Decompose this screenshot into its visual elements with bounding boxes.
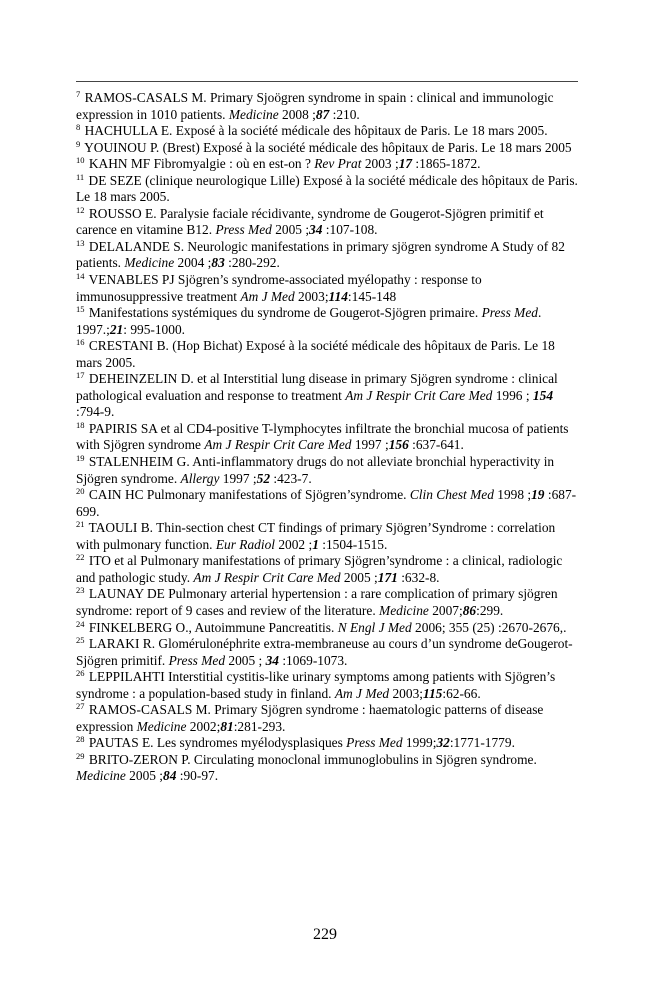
journal-name: Eur Radiol [215,536,275,552]
footnote-24 [76,620,578,637]
citation-text: 2003; [294,288,329,304]
footnote-9 [76,140,578,157]
journal-name: Clin Chest Med [409,487,494,503]
citation-text: 2005 ; [225,652,266,668]
citation-text: STALENHEIM G. Anti-inflammatory drugs do not alleviate bronchial hyperactivity in Sjögren syndrome. [76,454,555,486]
footnote-12 [76,206,578,239]
footnote-7 [76,90,578,123]
journal-name: Press Med [481,305,538,321]
journal-name: Medicine [76,768,126,784]
volume-number: 154 [532,387,554,403]
footnote-26 [76,669,578,702]
volume-number: 34 [309,222,323,238]
citation-text: LEPPILAHTI Interstitial cystitis-like urinary symptoms among patients with Sjögren’s syndrome : a population-based study in finland. [76,669,556,701]
volume-number: 87 [315,106,330,122]
footnote-18 [76,421,578,454]
footnote-number: 27 [76,701,85,712]
journal-name: Medicine [124,255,175,271]
journal-name: Am J Med [240,288,295,304]
citation-text: :210. [329,106,360,122]
citation-text: :632-8. [397,569,440,585]
footnote-number: 20 [76,486,85,497]
citation-text: 1999; [402,735,437,751]
footnote-number: 17 [76,370,85,381]
footnotes-list [76,90,578,785]
footnote-13 [76,239,578,272]
citation-text: :1771-1779. [449,735,515,751]
footnote-27 [76,702,578,735]
citation-text: CAIN HC Pulmonary manifestations of Sjögren’syndrome. [88,487,410,503]
footnote-29 [76,752,578,785]
citation-text: :281-293. [233,718,286,734]
citation-text: 2007; [428,602,463,618]
footnote-number: 24 [76,618,85,629]
footnote-number: 14 [76,271,85,282]
volume-number: 19 [531,487,545,503]
citation-text: RAMOS-CASALS M. Primary Sjögren syndrome : haematologic patterns of disease expression [76,702,544,734]
volume-number: 84 [163,768,177,784]
footnote-number: 19 [76,453,85,464]
volume-number: 17 [398,156,413,172]
journal-name: Allergy [180,470,220,486]
citation-text: Manifestations systémiques du syndrome de Gougerot-Sjögren primaire. [88,305,482,321]
citation-text: :107-108. [322,222,378,238]
footnote-number: 23 [76,585,85,596]
citation-text: 1997 ; [219,470,257,486]
footnote-19 [76,454,578,487]
volume-number: 52 [256,470,271,486]
journal-name: Rev Prat [314,156,362,172]
citation-text: :423-7. [270,470,312,486]
footnote-20 [76,487,578,520]
volume-number: 156 [388,437,409,453]
citation-text: :1069-1073. [278,652,348,668]
citation-text: LAUNAY DE Pulmonary arterial hypertension : a rare complication of primary sjögren syndrome: report of 9 cases and review of the literature. [76,586,558,618]
citation-text: 2003; [389,685,423,701]
footnote-number: 10 [76,155,85,166]
citation-text: VENABLES PJ Sjögren’s syndrome-associated myélopathy : response to immunosuppressive treatment [76,272,482,304]
footnote-15 [76,305,578,338]
volume-number: 1 [312,536,319,552]
citation-text: :1865-1872. [412,156,481,172]
citation-text: RAMOS-CASALS M. Primary Sjoögren syndrome in spain : clinical and immunologic expression in 1010 patients. [76,90,554,122]
citation-text: :299. [476,602,504,618]
footnote-number: 8 [76,122,81,133]
footnote-17 [76,371,578,421]
citation-text: ROUSSO E. Paralysie faciale récidivante, syndrome de Gougerot-Sjögren primitif et carence en vitamine B12. [76,205,544,238]
footnote-number: 18 [76,419,85,430]
footnote-8 [76,123,578,140]
footnote-number: 15 [76,304,85,315]
volume-number: 171 [377,569,398,585]
citation-text: TAOULI B. Thin-section chest CT findings of primary Sjögren’Syndrome : correlation with pulmonary function. [76,520,556,552]
footnote-number: 12 [76,204,85,215]
footnote-14 [76,272,578,305]
citation-text: :794-9. [76,404,115,420]
footnote-11 [76,173,578,206]
footnote-number: 29 [76,750,85,761]
citation-text: :62-66. [442,685,481,701]
citation-text: 2005 ; [125,768,164,784]
footnote-number: 9 [76,138,81,149]
citation-text: DEHEINZELIN D. et al Interstitial lung disease in primary Sjögren syndrome : clinical pathological evaluation and response to treatment [76,371,558,403]
footnote-number: 11 [76,171,85,182]
journal-name: Press Med [168,652,226,668]
citation-text: 2005 ; [340,569,378,585]
citation-text: 2004 ; [174,255,212,271]
footnote-21 [76,520,578,553]
footnote-number: 21 [76,519,85,530]
citation-text: BRITO-ZERON P. Circulating monoclonal immunoglobulins in Sjögren syndrome. [88,751,537,767]
journal-name: Am J Respir Crit Care Med [345,387,493,403]
citation-text: KAHN MF Fibromyalgie : où en est-on ? [88,156,315,172]
citation-text: LARAKI R. Glomérulonéphrite extra-membraneuse au cours d’un syndrome deGougerot-Sjögren primitif. [76,636,573,668]
citation-text: 2006; 355 (25) :2670-2676,. [411,619,567,635]
volume-number: 115 [423,685,443,701]
citation-text: 1997 ; [351,437,389,453]
footnote-16 [76,338,578,371]
citation-text: 2008 ; [278,106,316,122]
citation-text: CRESTANI B. (Hop Bichat) Exposé à la société médicale des hôpitaux de Paris. Le 18 mars 2005. [76,338,555,370]
citation-text: :637-641. [408,437,464,453]
citation-text: YOUINOU P. (Brest) Exposé à la société médicale des hôpitaux de Paris. Le 18 mars 2005 [84,139,572,155]
volume-number: 86 [462,602,477,618]
footnote-10 [76,156,578,173]
citation-text: :687-699. [76,487,577,519]
citation-text: 2005 ; [271,222,310,238]
journal-name: Am J Respir Crit Care Med [204,437,352,453]
footnote-separator [76,81,578,82]
journal-name: Medicine [228,106,279,122]
footnote-number: 16 [76,337,85,348]
journal-name: Am J Med [334,685,390,701]
volume-number: 21 [109,321,124,337]
footnote-28 [76,735,578,752]
citation-text: :90-97. [176,768,219,784]
citation-text: PAUTAS E. Les syndromes myélodysplasiques [88,735,347,751]
citation-text: DELALANDE S. Neurologic manifestations in primary sjögren syndrome A Study of 82 patients. [76,238,565,271]
footnote-number: 22 [76,552,85,563]
citation-text: :145-148 [347,288,397,304]
journal-name: N Engl J Med [337,619,412,635]
citation-text: 1996 ; [492,387,533,403]
journal-name: Medicine [136,718,187,734]
footnote-number: 26 [76,668,85,679]
footnote-number: 13 [76,237,85,248]
footnote-22 [76,553,578,586]
citation-text: . 1997.; [76,305,542,337]
journal-name: Press Med [346,735,403,751]
journal-name: Am J Respir Crit Care Med [193,569,341,585]
citation-text: 1998 ; [493,487,532,503]
journal-name: Medicine [379,602,429,618]
citation-text: 2002; [186,718,221,734]
footnote-number: 28 [76,734,85,745]
page-number: 229 [313,926,337,943]
footnote-23 [76,586,578,619]
journal-name: Press Med [215,222,272,238]
citation-text: 2002 ; [274,536,313,552]
volume-number: 81 [220,718,234,734]
volume-number: 114 [328,288,348,304]
footnote-number: 7 [76,89,81,99]
citation-text: 2003 ; [361,156,399,172]
citation-text: FINKELBERG O., Autoimmune Pancreatitis. [88,619,338,635]
citation-text: PAPIRIS SA et al CD4-positive T-lymphocytes infiltrate the bronchial mucosa of patients with Sjögren syndrome [76,420,569,453]
citation-text: HACHULLA E. Exposé à la société médicale des hôpitaux de Paris. Le 18 mars 2005. [84,123,548,139]
footnote-number: 25 [76,635,85,646]
citation-text: :1504-1515. [318,536,388,552]
volume-number: 83 [211,255,225,271]
footnote-25 [76,636,578,669]
volume-number: 34 [265,652,279,668]
citation-text: :280-292. [224,255,280,271]
citation-text: ITO et al Pulmonary manifestations of primary Sjögren’syndrome : a clinical, radiologic and pathologic study. [76,553,563,585]
citation-text: : 995-1000. [123,321,185,337]
citation-text: DE SEZE (clinique neurologique Lille) Exposé à la société médicale des hôpitaux de Paris. Le 18 mars 2005. [76,172,578,205]
volume-number: 32 [436,735,450,751]
